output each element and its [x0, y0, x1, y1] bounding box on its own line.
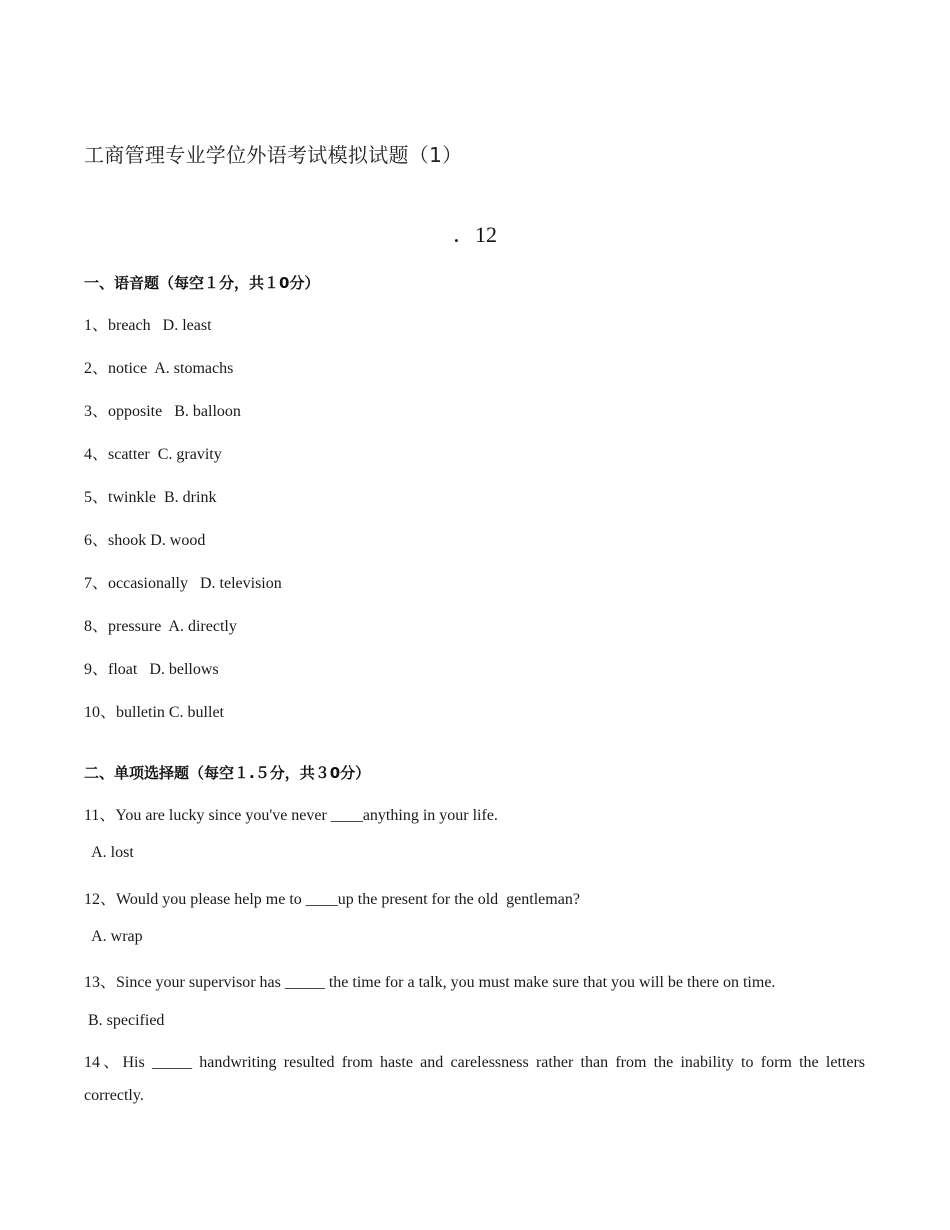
question-13: 13、Since your supervisor has _____ the time for a talk, you must make sure that you will be there on time. [84, 974, 776, 991]
answer-12: A. wrap [84, 928, 143, 945]
phonetics-item: 10、bulletin C. bullet [84, 704, 224, 721]
document-date: ．12 [452, 222, 497, 247]
answer-11: A. lost [84, 844, 134, 861]
phonetics-item: 7、occasionally D. television [84, 575, 282, 592]
document-title: 工商管理专业学位外语考试模拟试题（1） [84, 143, 463, 167]
question-11: 11、You are lucky since you've never ____anything in your life. [84, 807, 498, 824]
answer-13: B. specified [84, 1012, 165, 1029]
phonetics-item: 8、pressure A. directly [84, 618, 237, 635]
phonetics-item: 2、notice A. stomachs [84, 360, 234, 377]
phonetics-item: 5、twinkle B. drink [84, 489, 217, 506]
question-12: 12、Would you please help me to ____up the present for the old gentleman? [84, 891, 580, 908]
phonetics-item: 4、scatter C. gravity [84, 446, 222, 463]
section-1-heading: 一、语音题（每空１分，共１0分） [84, 274, 320, 292]
phonetics-item: 1、breach D. least [84, 317, 212, 334]
phonetics-item: 3、opposite B. balloon [84, 403, 241, 420]
phonetics-item: 6、shook D. wood [84, 532, 206, 549]
question-14: 14、His _____ handwriting resulted from haste and carelessness rather than from the inability to form the letters correctly. [84, 1054, 865, 1104]
section-2-heading: 二、单项选择题（每空１.５分，共３0分） [84, 764, 371, 782]
phonetics-item: 9、float D. bellows [84, 661, 219, 678]
